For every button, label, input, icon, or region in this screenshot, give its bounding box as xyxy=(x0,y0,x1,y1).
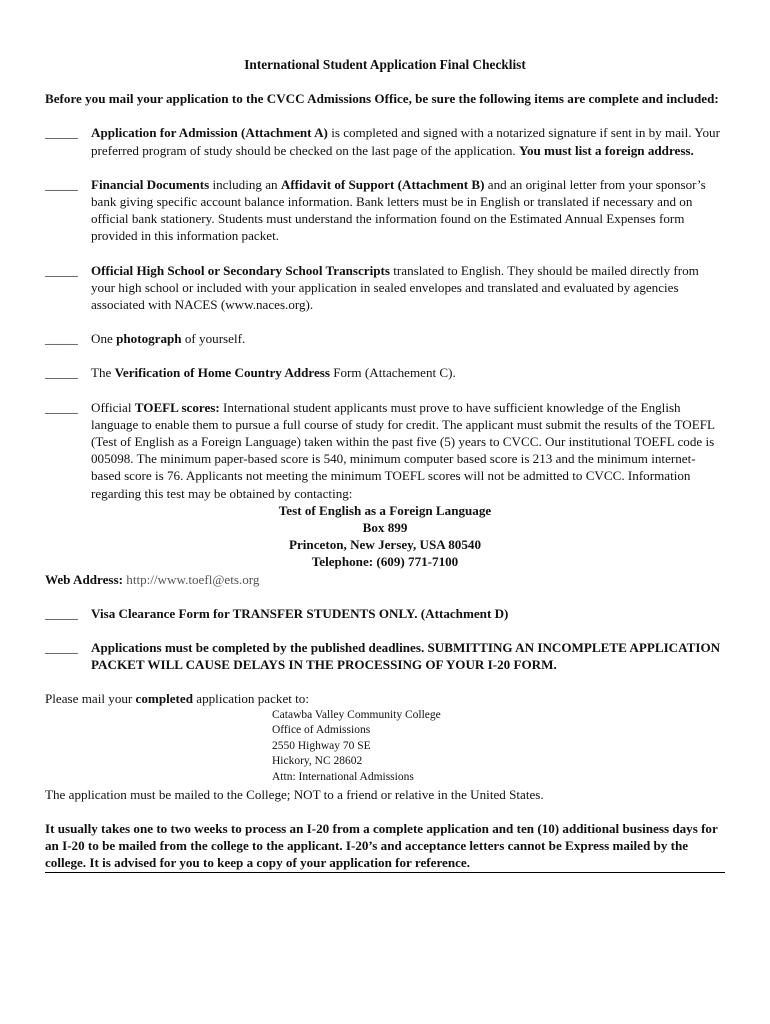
checkbox-blank: _____ xyxy=(45,365,78,381)
checklist-item xyxy=(45,176,725,245)
checkbox-blank: _____ xyxy=(45,640,78,656)
mailing-note: The application must be mailed to the College; NOT to a friend or relative in the United States. xyxy=(45,786,544,802)
contact-line: Telephone: (609) 771-7100 xyxy=(311,554,459,570)
checklist-item xyxy=(45,124,725,158)
checkbox-blank: _____ xyxy=(45,176,78,192)
contact-line: Test of English as a Foreign Language xyxy=(278,502,492,518)
text-run: Affidavit of Support (Attachment B) xyxy=(280,176,485,192)
text-run: Visa Clearance Form for TRANSFER STUDENTS ONLY. (Attachment D) xyxy=(91,605,509,621)
text-run: of yourself. xyxy=(181,331,246,347)
item-text xyxy=(91,177,706,244)
checklist-item xyxy=(45,262,725,314)
toefl-text xyxy=(91,400,715,501)
contact-line: Princeton, New Jersey, USA 80540 xyxy=(288,537,481,553)
item-text xyxy=(91,365,456,380)
address-line: Attn: International Admissions xyxy=(272,771,414,784)
item-text xyxy=(91,331,245,346)
text-run: The xyxy=(91,365,115,381)
text-run: including an xyxy=(209,176,281,192)
text-run: Verification of Home Country Address xyxy=(114,365,330,381)
checklist-item-toefl xyxy=(45,399,725,571)
page-title: International Student Application Final Checklist xyxy=(244,57,526,72)
text-run: Official xyxy=(91,399,135,415)
text-run: translated to English. They should be mailed directly from your high school or included with your application in sealed envelopes and translated and evaluated by agencies associated with NACES (www.naces.org). xyxy=(91,262,699,313)
checklist-items xyxy=(45,124,725,381)
web-address-url[interactable]: http://www.toefl@ets.org xyxy=(126,571,260,587)
mailing-address xyxy=(272,708,725,786)
toefl-contact xyxy=(45,502,725,571)
text-run: Official High School or Secondary School Transcripts xyxy=(91,262,390,278)
address-line: 2550 Highway 70 SE xyxy=(272,739,371,752)
address-line: Catawba Valley Community College xyxy=(272,708,441,721)
checkbox-blank: _____ xyxy=(45,331,78,347)
checkbox-blank: _____ xyxy=(45,399,78,415)
item-text xyxy=(91,263,699,312)
text-run: Application for Admission (Attachment A) xyxy=(91,125,328,141)
item-text xyxy=(91,125,720,157)
text-run: You must list a foreign address. xyxy=(518,142,694,158)
mail-instructions: Please mail your completed application packet to: xyxy=(45,691,309,707)
checklist-item xyxy=(45,639,725,673)
address-line: Office of Admissions xyxy=(272,724,371,737)
address-line: Hickory, NC 28602 xyxy=(272,755,363,768)
text-run: Applications must be completed by the published deadlines. SUBMITTING AN INCOMPLETE APPLICATION PACKET WILL CAUSE DELAYS IN THE PROCESSING OF YOUR I-20 FORM. xyxy=(91,640,721,673)
item-text xyxy=(91,606,508,621)
web-address xyxy=(45,571,725,588)
text-run: and an original letter from your sponsor’s bank giving specific account balance information. Bank letters must be in English or translated if necessary and on official bank stationery. Students must understand the information found on the Estimated Annual Expenses form provided in this information packet. xyxy=(91,176,706,244)
checklist-page xyxy=(45,56,725,873)
item-text xyxy=(91,640,720,672)
checkbox-blank: _____ xyxy=(45,125,78,141)
intro-text: Before you mail your application to the CVCC Admissions Office, be sure the following items are complete and included: xyxy=(45,91,719,107)
checkbox-blank: _____ xyxy=(45,262,78,278)
text-run: TOEFL scores: xyxy=(134,399,220,415)
text-run: Form (Attachement C). xyxy=(329,365,456,381)
web-address-label: Web Address: xyxy=(45,571,123,587)
processing-notice: It usually takes one to two weeks to process an I-20 from a complete application and ten (10) additional business days for an I-20 to be mailed from the college to the applicant. I-20’s and acceptance letters cannot be Express mailed by the college. It is advised for you to keep a copy of your application for reference. xyxy=(45,820,725,874)
checklist-item xyxy=(45,330,725,347)
checklist-item xyxy=(45,364,725,381)
text-run: is completed and signed with a notarized signature if sent in by mail. Your preferred program of study should be checked on the last page of the application. xyxy=(91,125,720,158)
checklist-item xyxy=(45,605,725,622)
checkbox-blank: _____ xyxy=(45,605,78,621)
text-run: International student applicants must prove to have sufficient knowledge of the English language to enable them to pursue a full course of study for credit. The applicant must submit the results of the TOEFL (Test of English as a Foreign Language) taken within the past five (5) years to CVCC. Our institutional TOEFL code is 005098. The minimum paper-based score is 540, minimum computer based score is 213 and the minimum internet-based score is 76. Applicants not meeting the minimum TOEFL scores will not be admitted to CVCC. Information regarding this test may be obtained by contacting: xyxy=(91,399,715,501)
checklist-items-2 xyxy=(45,605,725,674)
text-run: photograph xyxy=(116,331,182,347)
text-run: One xyxy=(91,331,117,347)
contact-line: Box 899 xyxy=(362,520,408,536)
text-run: Financial Documents xyxy=(91,176,210,192)
